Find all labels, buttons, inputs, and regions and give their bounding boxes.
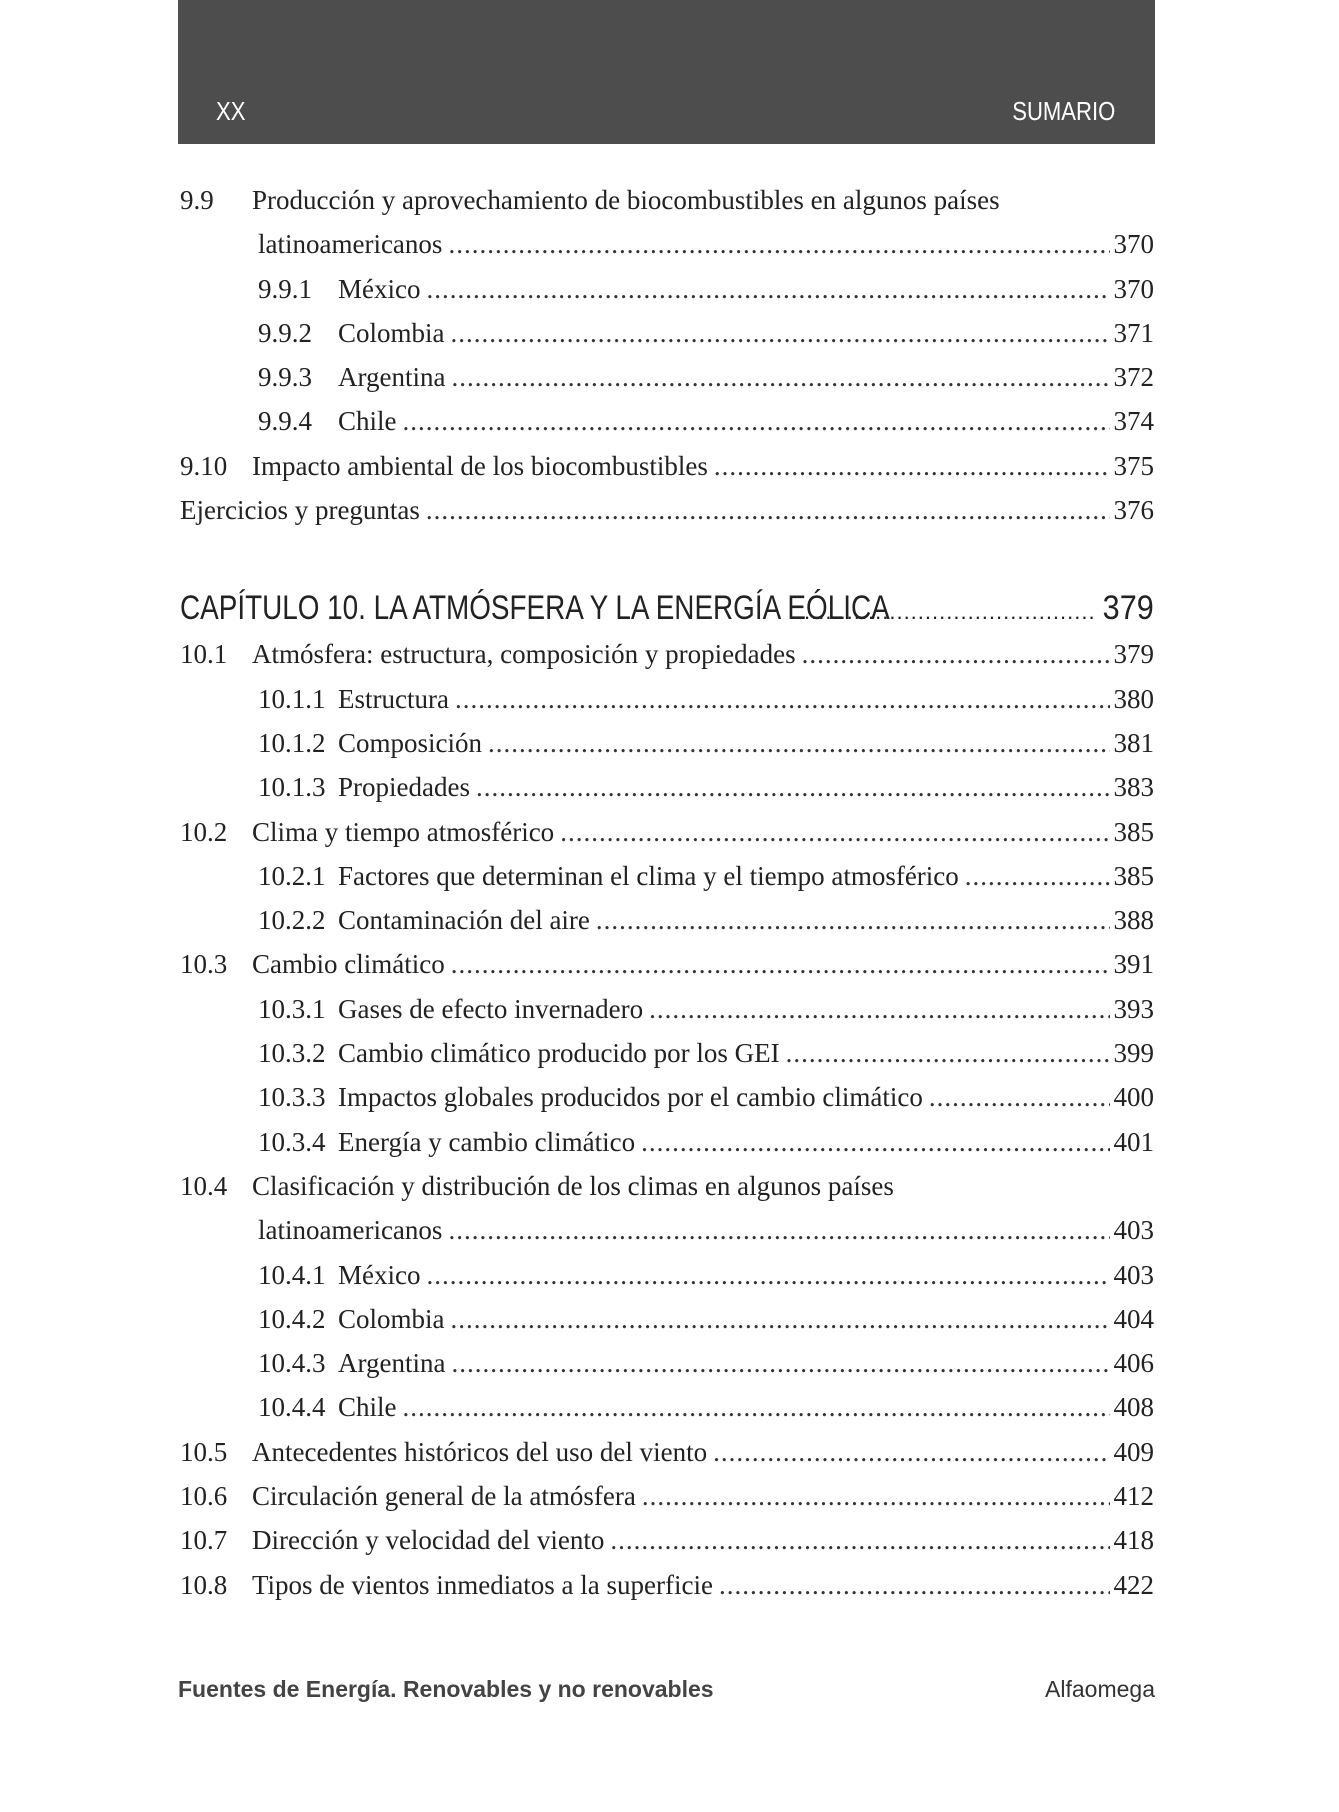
dot-leader <box>451 1297 1110 1341</box>
entry-title: latinoamericanos <box>258 229 443 260</box>
entry-number: 10.2 <box>180 816 228 847</box>
toc-entry[interactable] <box>180 987 1154 1031</box>
entry-title: Tipos de vientos inmediatos a la superficie <box>252 1569 713 1600</box>
entry-title: Propiedades <box>338 772 470 803</box>
entry-page-number: 370 <box>1113 273 1154 304</box>
entry-page-number: 372 <box>1113 362 1154 393</box>
entry-title: Producción y aprovechamiento de biocombustibles en algunos países <box>252 185 1000 215</box>
dot-leader <box>596 898 1110 942</box>
entry-number: 9.9.3 <box>258 362 312 393</box>
entry-page-number: 401 <box>1113 1126 1154 1157</box>
toc-entry[interactable] <box>180 765 1154 809</box>
entry-page-number: 403 <box>1113 1259 1154 1290</box>
entry-number: 10.8 <box>180 1569 228 1600</box>
entry-page-number: 383 <box>1113 772 1154 803</box>
dot-leader <box>403 399 1110 443</box>
entry-title: Ejercicios y preguntas <box>180 495 420 526</box>
entry-title: Circulación general de la atmósfera <box>252 1481 636 1512</box>
dot-leader <box>448 222 1109 266</box>
entry-title: Chile <box>338 1392 397 1423</box>
dot-leader <box>426 488 1110 532</box>
entry-number: 10.5 <box>180 1436 228 1467</box>
toc-entry[interactable] <box>180 1430 1154 1474</box>
entry-title: México <box>338 273 421 304</box>
entry-number: 10.7 <box>180 1525 228 1556</box>
dot-leader <box>649 987 1109 1031</box>
entry-number: 10.4.4 <box>258 1392 326 1423</box>
entry-page-number: 375 <box>1113 450 1154 481</box>
entry-page-number: 376 <box>1113 495 1154 526</box>
dot-leader <box>451 311 1110 355</box>
entry-title: México <box>338 1259 421 1290</box>
entry-page-number: 422 <box>1113 1569 1154 1600</box>
toc-entry[interactable] <box>180 632 1154 676</box>
running-header <box>178 0 1155 144</box>
toc-entry[interactable] <box>180 1474 1154 1518</box>
dot-leader <box>448 1208 1109 1252</box>
dot-leader <box>403 1385 1110 1429</box>
entry-page-number: 391 <box>1113 949 1154 980</box>
entry-title: Clima y tiempo atmosférico <box>252 816 555 847</box>
entry-title: Energía y cambio climático <box>338 1126 636 1157</box>
toc-entry[interactable] <box>180 1208 1154 1252</box>
entry-number: 9.9 <box>180 185 214 215</box>
dot-leader <box>713 1430 1109 1474</box>
entry-title: Argentina <box>338 1348 446 1379</box>
section-title: SUMARIO <box>1011 96 1115 126</box>
toc-list-top <box>180 178 1154 532</box>
book-title: Fuentes de Energía. Renovables y no renovables <box>178 1676 714 1702</box>
entry-page-number: 381 <box>1113 727 1154 758</box>
entry-page-number: 409 <box>1113 1436 1154 1467</box>
entry-number: 10.3.2 <box>258 1038 326 1069</box>
publisher-name: Alfaomega <box>1045 1676 1155 1702</box>
toc-entry[interactable] <box>180 178 1154 222</box>
toc-entry[interactable] <box>180 942 1154 986</box>
entry-title: Atmósfera: estructura, composición y propiedades <box>252 639 796 670</box>
toc-entry[interactable] <box>180 1031 1154 1075</box>
entry-title: Cambio climático producido por los GEI <box>338 1038 780 1069</box>
entry-number: 10.4.3 <box>258 1348 326 1379</box>
dot-leader <box>451 1341 1109 1385</box>
toc-entry[interactable] <box>180 810 1154 854</box>
table-of-contents <box>180 178 1154 1607</box>
toc-entry[interactable] <box>180 488 1154 532</box>
entry-number: 10.1.2 <box>258 727 326 758</box>
dot-leader <box>560 810 1109 854</box>
entry-number: 10.2.2 <box>258 905 326 936</box>
entry-number: 10.3 <box>180 949 228 980</box>
toc-entry[interactable] <box>180 1075 1154 1119</box>
toc-entry[interactable] <box>180 677 1154 721</box>
entry-page-number: 404 <box>1113 1303 1154 1334</box>
entry-number: 10.4.1 <box>258 1259 326 1290</box>
entry-number: 9.9.1 <box>258 273 312 304</box>
dot-leader <box>802 632 1110 676</box>
entry-page-number: 399 <box>1113 1038 1154 1069</box>
entry-number: 10.3.1 <box>258 993 326 1024</box>
toc-entry[interactable] <box>180 355 1154 399</box>
toc-entry[interactable] <box>180 444 1154 488</box>
toc-entry[interactable] <box>180 1164 1154 1208</box>
chapter-title: CAPÍTULO 10. LA ATMÓSFERA Y LA ENERGÍA EÓLICA <box>180 589 890 628</box>
toc-entry[interactable] <box>180 311 1154 355</box>
entry-title: Colombia <box>338 1303 445 1334</box>
dot-leader <box>455 677 1110 721</box>
entry-title: Contaminación del aire <box>338 905 590 936</box>
entry-page-number: 412 <box>1113 1481 1154 1512</box>
entry-number: 10.1.1 <box>258 683 326 714</box>
dot-leader <box>451 942 1110 986</box>
dot-leader <box>642 1474 1110 1518</box>
entry-title: Factores que determinan el clima y el tiempo atmosférico <box>338 860 959 891</box>
entry-page-number: 385 <box>1113 816 1154 847</box>
toc-entry[interactable] <box>180 1385 1154 1429</box>
entry-title: Antecedentes históricos del uso del viento <box>252 1436 708 1467</box>
entry-page-number: 393 <box>1113 993 1154 1024</box>
dot-leader <box>719 1563 1110 1607</box>
entry-page-number: 374 <box>1113 406 1154 437</box>
entry-page-number: 400 <box>1113 1082 1154 1113</box>
toc-entry[interactable] <box>180 1120 1154 1164</box>
toc-entry[interactable] <box>180 399 1154 443</box>
entry-number: 9.9.4 <box>258 406 312 437</box>
dot-leader <box>426 267 1109 311</box>
dot-leader <box>451 355 1109 399</box>
chapter-page-number: 379 <box>1102 589 1154 628</box>
toc-entry[interactable] <box>180 1297 1154 1341</box>
entry-number: 10.1.3 <box>258 772 326 803</box>
entry-page-number: 406 <box>1113 1348 1154 1379</box>
entry-title: Impacto ambiental de los biocombustibles <box>252 450 708 481</box>
entry-page-number: 385 <box>1113 860 1154 891</box>
entry-title: Estructura <box>338 683 449 714</box>
entry-title: Argentina <box>338 362 446 393</box>
entry-number: 10.3.4 <box>258 1126 326 1157</box>
entry-title: Composición <box>338 727 483 758</box>
entry-number: 10.2.1 <box>258 860 326 891</box>
dot-leader <box>641 1120 1109 1164</box>
toc-entry[interactable] <box>180 721 1154 765</box>
entry-page-number: 388 <box>1113 905 1154 936</box>
dot-leader <box>929 1075 1110 1119</box>
toc-entry[interactable] <box>180 1563 1154 1607</box>
toc-entry[interactable] <box>180 222 1154 266</box>
entry-page-number: 408 <box>1113 1392 1154 1423</box>
entry-number: 10.6 <box>180 1481 228 1512</box>
entry-title: Dirección y velocidad del viento <box>252 1525 605 1556</box>
entry-title: Cambio climático <box>252 949 445 980</box>
entry-page-number: 370 <box>1113 229 1154 260</box>
dot-leader <box>786 1031 1110 1075</box>
entry-page-number: 380 <box>1113 683 1154 714</box>
dot-leader <box>426 1253 1109 1297</box>
entry-number: 10.1 <box>180 639 228 670</box>
entry-title: Impactos globales producidos por el cambio climático <box>338 1082 923 1113</box>
entry-title: latinoamericanos <box>258 1215 443 1246</box>
toc-entry[interactable] <box>180 854 1154 898</box>
entry-page-number: 371 <box>1113 317 1154 348</box>
entry-page-number: 379 <box>1113 639 1154 670</box>
dot-leader <box>714 444 1110 488</box>
entry-page-number: 403 <box>1113 1215 1154 1246</box>
entry-number: 10.4.2 <box>258 1303 326 1334</box>
dot-leader <box>965 854 1110 898</box>
entry-number: 10.3.3 <box>258 1082 326 1113</box>
page-folio: XX <box>216 96 246 126</box>
dot-leader <box>610 1518 1109 1562</box>
dot-leader <box>476 765 1110 809</box>
entry-number: 9.9.2 <box>258 317 312 348</box>
entry-number: 9.10 <box>180 450 228 481</box>
entry-page-number: 418 <box>1113 1525 1154 1556</box>
toc-entry[interactable] <box>180 1518 1154 1562</box>
dot-leader <box>488 721 1109 765</box>
entry-title: Clasificación y distribución de los climas en algunos países <box>252 1170 894 1201</box>
chapter-heading[interactable] <box>180 584 1154 632</box>
toc-entry[interactable] <box>180 898 1154 942</box>
entry-title: Colombia <box>338 317 445 348</box>
toc-list-bottom <box>180 632 1154 1607</box>
toc-entry[interactable] <box>180 1341 1154 1385</box>
entry-number: 10.4 <box>180 1170 228 1201</box>
entry-title: Chile <box>338 406 397 437</box>
toc-entry[interactable] <box>180 1253 1154 1297</box>
entry-title: Gases de efecto invernadero <box>338 993 644 1024</box>
toc-entry[interactable] <box>180 267 1154 311</box>
